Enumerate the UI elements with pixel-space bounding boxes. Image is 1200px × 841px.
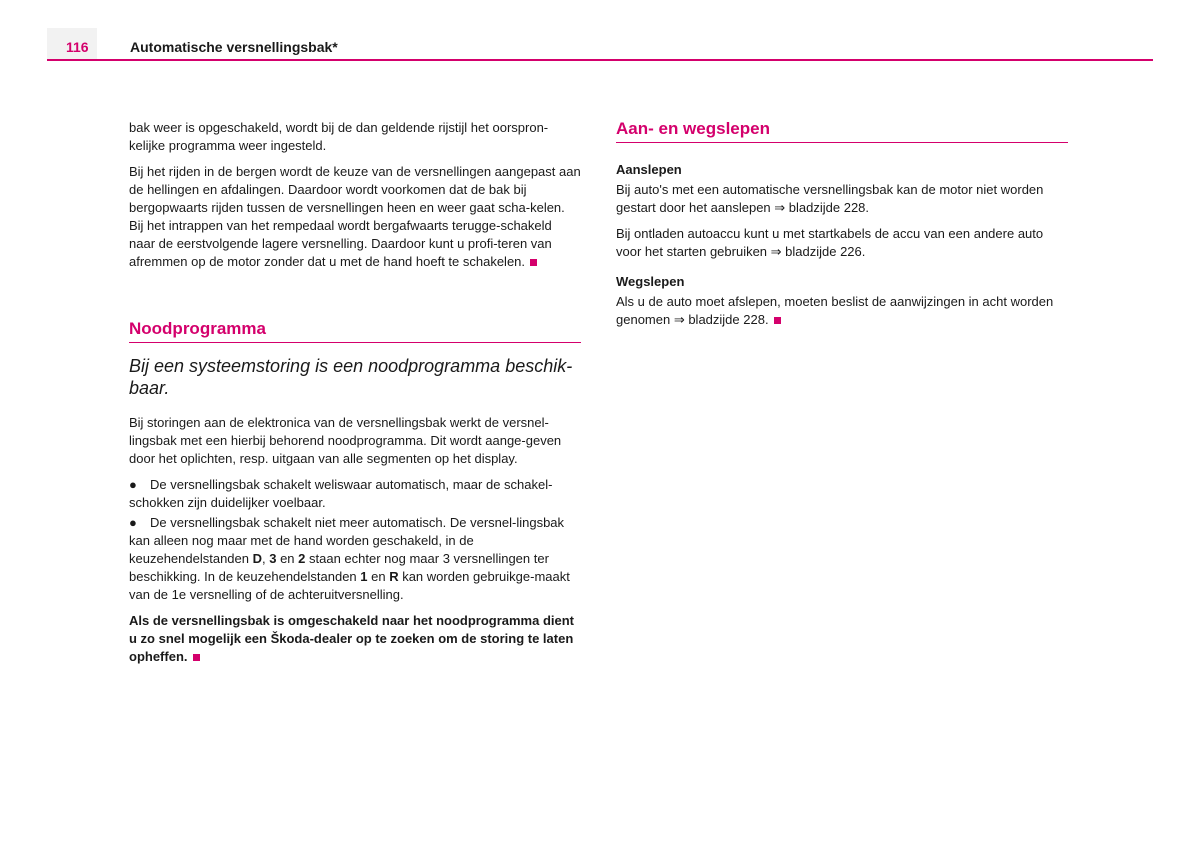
- left-column: [129, 119, 581, 674]
- bullet-icon: ●: [129, 515, 137, 530]
- page-number: 116: [66, 39, 89, 55]
- end-mark-icon: [193, 654, 200, 661]
- bullet-icon: ●: [129, 477, 137, 492]
- right-column: [616, 119, 1068, 337]
- lead-text: Bij een systeemstoring is een noodprogramma beschik-baar.: [129, 356, 573, 398]
- header-rule: [47, 59, 1153, 61]
- running-header-title: Automatische versnellingsbak*: [130, 39, 338, 55]
- section-title-noodprogramma: Noodprogramma: [129, 319, 581, 343]
- wegslepen-paragraph: Als u de auto moet afslepen, moeten beslist de aanwijzingen in acht worden genomen ⇒ bladzijde 228.: [616, 294, 1054, 327]
- intro-paragraph: bak weer is opgeschakeld, wordt bij de dan geldende rijstijl het oorspron-kelijke programma weer ingesteld.: [129, 120, 549, 153]
- aanslepen-paragraph-1: Bij auto's met een automatische versnellingsbak kan de motor niet worden gestart door het aanslepen ⇒ bladzijde 228.: [616, 182, 1044, 215]
- bullet-item: ● De versnellingsbak schakelt niet meer automatisch. De versnel-lingsbak kan alleen nog maar met de hand worden geschakeld, in de keuzehendelstanden D, 3 en 2 staan echter nog maar 3 versnellingen ter beschikking. In de keuzehendelstanden 1 en R kan worden gebruikge-maakt van de 1e versnelling of de achteruitversnelling.: [129, 515, 570, 602]
- body-paragraph: Bij storingen aan de elektronica van de versnellingsbak werkt de versnel-lingsbak met een hierbij behorend noodprogramma. Dit wordt aange-geven door het oplichten, resp. uitgaan van alle segmenten op het display.: [129, 415, 562, 466]
- subheading-aanslepen: Aanslepen: [616, 162, 682, 177]
- end-mark-icon: [774, 317, 781, 324]
- mountain-paragraph: Bij het rijden in de bergen wordt de keuze van de versnellingen aangepast aan de hellingen en afdalingen. Daardoor wordt voorkomen dat de bak bij bergopwaarts rijden tussen de versnellingen heen en weer gaat scha-kelen. Bij het intrappen van het rempedaal wordt bergafwaarts terugge-schakeld naar de eerstvolgende lagere versnelling. Daardoor kunt u profi-teren van afremmen op de motor zonder dat u met de hand hoeft te schakelen.: [129, 164, 581, 269]
- section-title-slepen: Aan- en wegslepen: [616, 119, 1068, 143]
- warning-text: Als de versnellingsbak is omgeschakeld naar het noodprogramma dient u zo snel mogelijk een Škoda-dealer op te zoeken om de storing te laten opheffen.: [129, 613, 575, 664]
- subheading-wegslepen: Wegslepen: [616, 274, 685, 289]
- aanslepen-paragraph-2: Bij ontladen autoaccu kunt u met startkabels de accu van een andere auto voor het starten gebruiken ⇒ bladzijde 226.: [616, 226, 1044, 259]
- bullet-item: ● De versnellingsbak schakelt weliswaar automatisch, maar de schakel-schokken zijn duidelijker voelbaar.: [129, 477, 553, 510]
- end-mark-icon: [530, 259, 537, 266]
